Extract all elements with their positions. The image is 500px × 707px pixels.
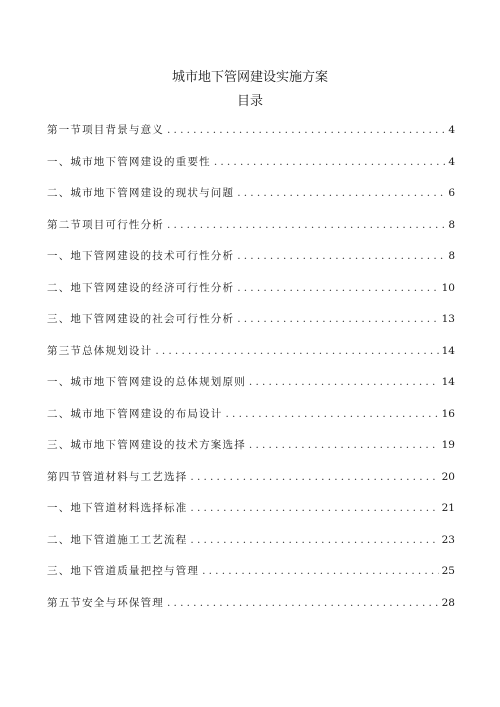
toc-entry[interactable]: [47, 532, 455, 548]
toc-entry-label: 二、地下管道施工工艺流程: [47, 533, 188, 546]
toc-dot-leader: [249, 376, 439, 388]
toc-entry-label: 一、地下管道材料选择标准: [47, 502, 188, 514]
toc-entry-label: 三、地下管道质量把控与管理: [47, 565, 200, 577]
toc-dot-leader: [237, 187, 445, 199]
toc-entry[interactable]: [47, 563, 455, 579]
toc-entry[interactable]: [47, 154, 455, 170]
toc-dot-leader: [214, 156, 446, 168]
toc-dot-leader: [167, 124, 445, 136]
toc-entry-label: 一、城市地下管网建设的重要性: [47, 155, 211, 168]
toc-entry[interactable]: [47, 248, 455, 264]
toc-dot-leader: [155, 345, 438, 357]
toc-entry[interactable]: [47, 280, 455, 296]
toc-dot-leader: [226, 408, 439, 420]
toc-entry-page: 8: [448, 218, 455, 231]
toc-dot-leader: [167, 219, 445, 231]
toc-dot-leader: [237, 250, 445, 262]
toc-entry-page: 25: [441, 565, 455, 577]
toc-entry-page: 4: [448, 155, 455, 168]
toc-entry-label: 二、地下管网建设的经济可行性分析: [47, 281, 235, 294]
toc-entry-page: 4: [448, 124, 455, 136]
toc-entry-page: 21: [441, 502, 455, 514]
toc-entry-label: 一、地下管网建设的技术可行性分析: [47, 250, 235, 262]
toc-entry[interactable]: [47, 185, 455, 201]
toc-entry-label: 三、城市地下管网建设的技术方案选择: [47, 439, 246, 451]
toc-entry[interactable]: [47, 406, 455, 422]
toc-entry-page: 13: [441, 313, 455, 325]
toc-dot-leader: [249, 439, 439, 451]
toc-entry-page: 19: [441, 439, 455, 451]
table-of-contents: [47, 122, 455, 626]
toc-dot-leader: [237, 313, 438, 325]
toc-entry[interactable]: [47, 469, 455, 485]
toc-entry-page: 14: [441, 376, 455, 388]
toc-entry-label: 三、地下管网建设的社会可行性分析: [47, 313, 235, 325]
toc-dot-leader: [190, 502, 438, 514]
toc-entry[interactable]: [47, 311, 455, 327]
toc-entry[interactable]: [47, 595, 455, 611]
toc-dot-leader: [167, 597, 439, 609]
toc-entry-page: 28: [441, 596, 455, 609]
toc-entry[interactable]: [47, 122, 455, 138]
toc-dot-leader: [190, 534, 438, 546]
toc-entry[interactable]: [47, 437, 455, 453]
toc-entry-page: 6: [448, 187, 455, 199]
toc-entry[interactable]: [47, 343, 455, 359]
toc-entry[interactable]: [47, 374, 455, 390]
toc-entry-label: 第一节项目背景与意义: [47, 124, 164, 136]
toc-dot-leader: [237, 282, 438, 294]
toc-entry-page: 20: [441, 470, 455, 483]
toc-entry-label: 二、城市地下管网建设的布局设计: [47, 407, 223, 420]
toc-entry-page: 8: [448, 250, 455, 262]
toc-dot-leader: [190, 471, 438, 483]
toc-entry[interactable]: [47, 217, 455, 233]
toc-entry-label: 第四节管道材料与工艺选择: [47, 470, 188, 483]
toc-entry-page: 16: [441, 407, 455, 420]
toc-dot-leader: [202, 565, 439, 577]
toc-entry-label: 第三节总体规划设计: [47, 344, 153, 357]
toc-entry-label: 第二节项目可行性分析: [47, 218, 164, 231]
toc-entry-page: 10: [441, 281, 455, 294]
toc-entry-label: 第五节安全与环保管理: [47, 596, 164, 609]
toc-entry-page: 14: [441, 344, 455, 357]
toc-heading: 目录: [236, 94, 263, 109]
toc-entry[interactable]: [47, 500, 455, 516]
toc-entry-label: 二、城市地下管网建设的现状与问题: [47, 187, 235, 199]
toc-entry-page: 23: [441, 533, 455, 546]
document-title: 城市地下管网建设实施方案: [171, 70, 328, 85]
toc-entry-label: 一、城市地下管网建设的总体规划原则: [47, 376, 246, 388]
